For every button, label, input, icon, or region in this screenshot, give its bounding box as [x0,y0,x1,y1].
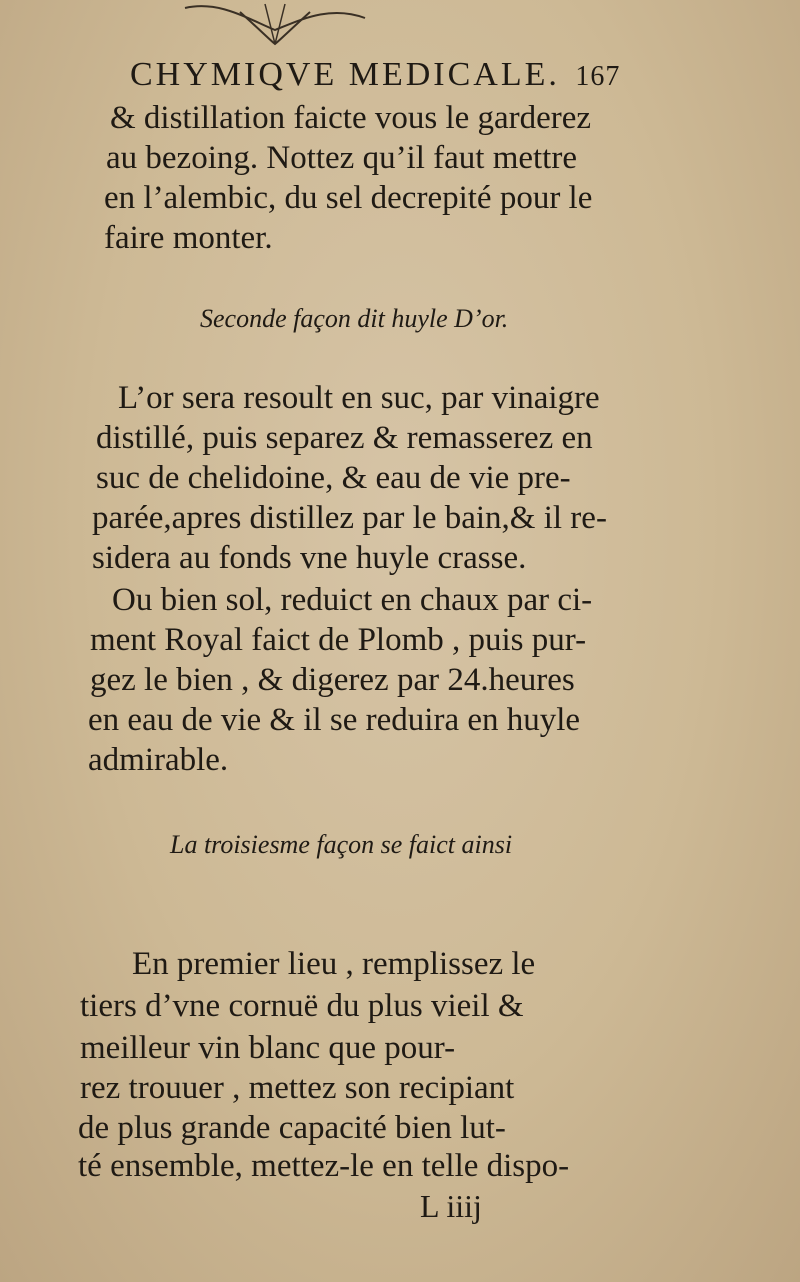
text-line: En premier lieu , remplissez le [132,946,536,982]
page-number: 167 [575,61,621,92]
header-title: CHYMIQVE MEDICALE. [130,56,560,93]
text-line: en eau de vie & il se reduira en huyle [88,702,581,738]
running-header [130,56,660,94]
text-line: distillé, puis separez & remasserez en [96,420,593,456]
text-line: gez le bien , & digerez par 24.heures [90,662,575,698]
text-line: té ensemble, mettez-le en telle dispo- [78,1148,570,1184]
printer-ornament-fragment [180,0,370,50]
signature-mark: L iiij [420,1188,482,1224]
text-line: de plus grande capacité bien lut- [78,1110,506,1146]
section-heading: Seconde façon dit huyle D’or. [200,304,509,333]
text-line: L’or sera resoult en suc, par vinaigre [118,380,600,416]
text-line: meilleur vin blanc que pour- [80,1030,456,1066]
text-line: rez trouuer , mettez son recipiant [80,1070,515,1106]
text-line: & distillation faicte vous le garderez [110,100,592,136]
text-line: au bezoing. Nottez qu’il faut mettre [106,140,577,176]
text-line: en l’alembic, du sel decrepité pour le [104,180,593,216]
text-line: sidera au fonds vne huyle crasse. [92,540,527,576]
text-line: faire monter. [104,220,273,256]
text-line: tiers d’vne cornuë du plus vieil & [80,988,524,1024]
text-line: Ou bien sol, reduict en chaux par ci- [112,582,593,618]
text-line: suc de chelidoine, & eau de vie pre- [96,460,571,496]
section-heading: La troisiesme façon se faict ainsi [170,830,513,859]
text-line: admirable. [88,742,229,778]
text-line: ment Royal faict de Plomb , puis pur- [90,622,587,658]
text-line: parée,apres distillez par le bain,& il re- [92,500,607,536]
